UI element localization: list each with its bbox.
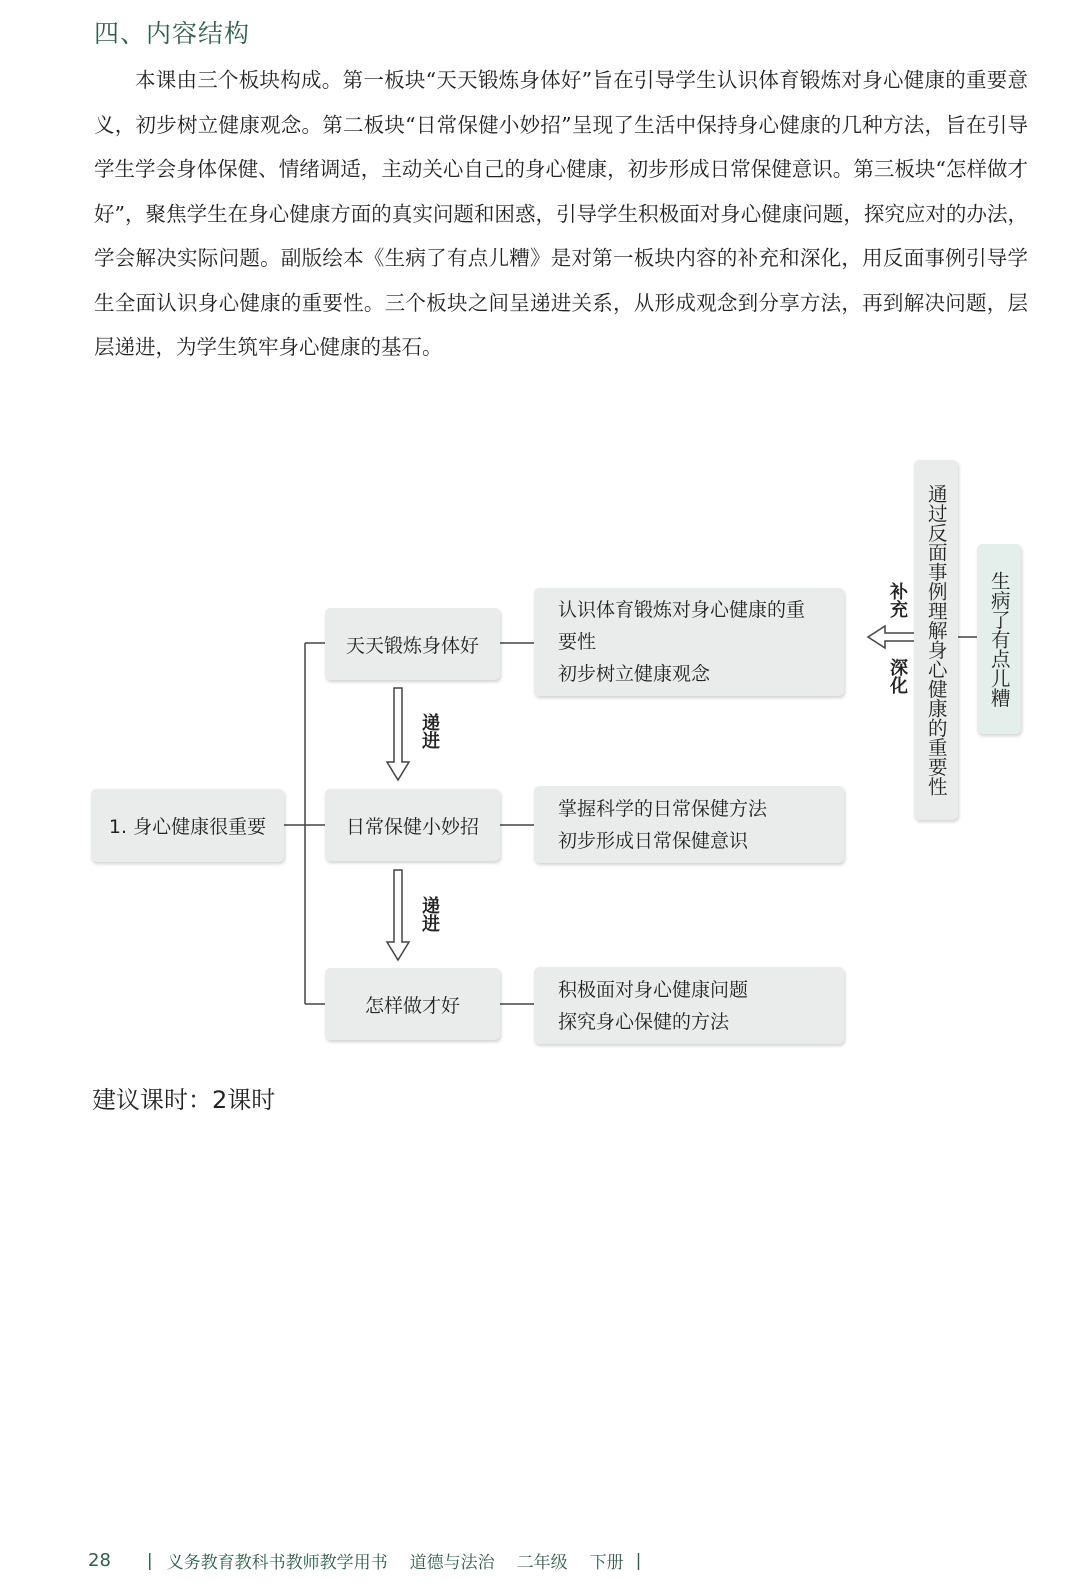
suggested-hours: 建议课时：2课时: [92, 1086, 276, 1114]
goal-box-3: [534, 967, 844, 1044]
book-title: 义务教育教科书教师教学用书: [166, 1553, 388, 1573]
section-box-1: 天天锻炼身体好: [325, 608, 500, 680]
relation-label-deepen: 深化: [887, 658, 908, 694]
goal-text: 认识体育锻炼对身心健康的重: [558, 599, 806, 621]
supplement-book-box: 生病了有点儿糟: [977, 544, 1021, 734]
section-box-3: 怎样做才好: [325, 968, 500, 1040]
volume: 下册: [589, 1553, 624, 1573]
goal-text: 积极面对身心健康问题: [558, 978, 749, 1001]
progression-label-2: 递进: [419, 896, 440, 932]
supplement-purpose-box: 通过反面事例理解身心健康的重要性: [914, 460, 958, 820]
footer-divider: |: [146, 1550, 153, 1571]
intro-paragraph: 本课由三个板块构成。第一板块“天天锻炼身体好”旨在引导学生认识体育锻炼对身心健康的重要意义，初步树立健康观念。第二板块“日常保健小妙招”呈现了生活中保持身心健康的几种方法，旨在引导学生学会身体保健、情绪调适，主动关心自己的身心健康，初步形成日常保健意识。第三板块“怎样做才好”，聚焦学生在身心健康方面的真实问题和困惑，引导学生积极面对身心健康问题，探究应对的办法，学会解决实际问题。副版绘本《生病了有点儿糟》是对第一板块内容的补充和深化，用反面事例引导学生全面认识身心健康的重要性。三个板块之间呈递进关系，从形成观念到分享方法，再到解决问题，层层递进，为学生筑牢身心健康的基石。: [94, 68, 1028, 359]
goal-text: 初步形成日常保健意识: [558, 829, 749, 852]
section-title: 四、内容结构: [94, 19, 251, 48]
page-number: 28: [88, 1550, 111, 1571]
relation-label-supplement: 补充: [887, 582, 908, 618]
goal-text: 掌握科学的日常保健方法: [558, 797, 768, 820]
section-box-2: 日常保健小妙招: [325, 789, 500, 861]
goal-text: 探究身心保健的方法: [558, 1010, 730, 1033]
grade: 二年级: [516, 1553, 568, 1573]
goal-text: 初步树立健康观念: [558, 663, 711, 685]
footer-divider: |: [635, 1550, 642, 1571]
subject: 道德与法治: [409, 1553, 495, 1573]
goal-text: 要性: [558, 631, 597, 653]
page-footer: [88, 1548, 641, 1573]
goal-box-1: [534, 588, 844, 696]
progression-label-1: 递进: [419, 713, 440, 749]
content-structure-diagram: [0, 440, 1080, 1080]
root-box: 1. 身心健康很重要: [91, 789, 284, 862]
goal-box-2: [534, 786, 844, 863]
